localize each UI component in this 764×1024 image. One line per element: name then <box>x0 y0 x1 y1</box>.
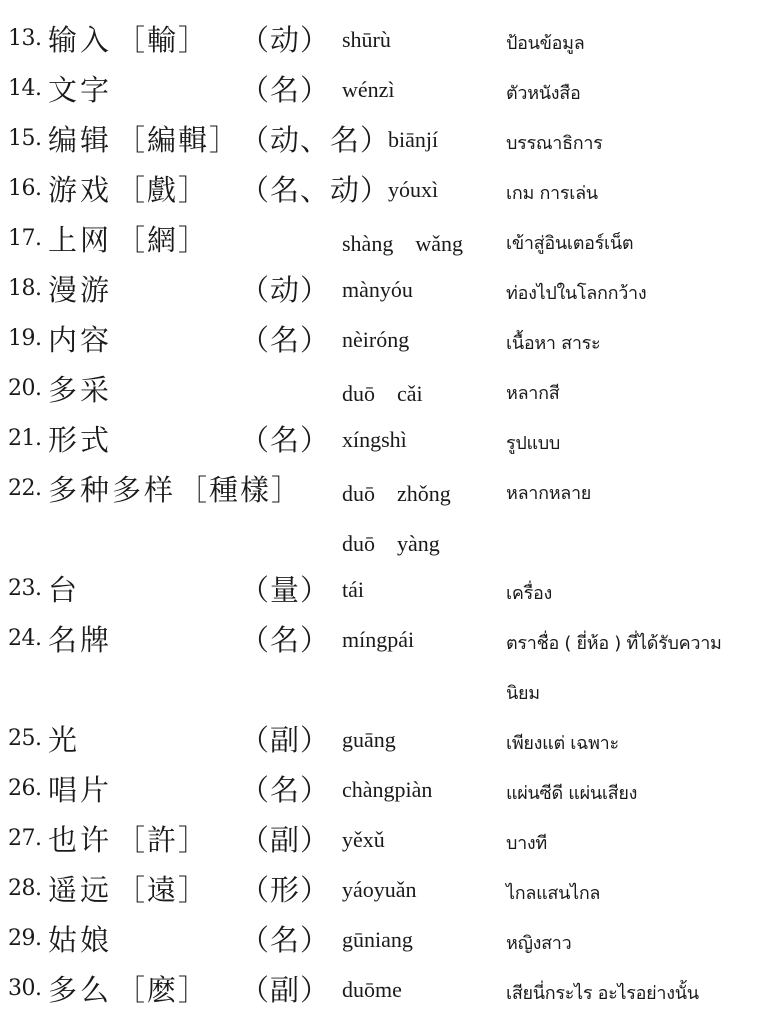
hanzi-text: 名牌 <box>48 623 113 657</box>
entry-number: 25. <box>8 726 42 751</box>
traditional-form: ［戲］ <box>116 173 210 207</box>
part-of-speech: （量） <box>240 573 331 607</box>
thai-meaning: ตราชื่อ ( ยี่ห้อ ) ที่ได้รับความ <box>506 633 722 654</box>
pinyin: duō yàng <box>342 531 440 556</box>
pinyin: guāng <box>342 727 396 752</box>
pinyin: chàngpiàn <box>342 777 433 802</box>
thai-meaning: หญิงสาว <box>506 933 572 954</box>
pinyin: duō cǎi <box>342 381 423 406</box>
entry-number: 16. <box>8 176 42 201</box>
part-of-speech: （名、动） <box>240 173 391 207</box>
hanzi-text: 多采 <box>48 373 113 407</box>
part-of-speech: （名） <box>240 73 331 107</box>
part-of-speech: （动） <box>240 273 331 307</box>
pinyin: shūrù <box>342 27 391 52</box>
entry-number: 20. <box>8 376 42 401</box>
thai-meaning: ป้อนข้อมูล <box>506 33 585 54</box>
hanzi-text: 唱片 <box>48 773 113 807</box>
entry-number: 17. <box>8 226 42 251</box>
traditional-form: ［輸］ <box>116 23 210 57</box>
traditional-form: ［麽］ <box>116 973 210 1007</box>
vocab-row-30 <box>0 968 764 1018</box>
thai-meaning: หลากหลาย <box>506 483 592 504</box>
thai-meaning: เนื้อหา สาระ <box>506 333 601 354</box>
hanzi-text: 形式 <box>48 423 113 457</box>
vocab-row-27 <box>0 818 764 868</box>
part-of-speech: （副） <box>240 723 331 757</box>
entry-number: 26. <box>8 776 42 801</box>
entry-number: 24. <box>8 626 42 651</box>
part-of-speech: （名） <box>240 423 331 457</box>
vocab-row-17 <box>0 218 764 268</box>
entry-hanzi <box>48 718 80 759</box>
hanzi-text: 内容 <box>48 323 113 357</box>
part-of-speech: （名） <box>240 923 331 957</box>
vocab-row-22-continued <box>0 518 764 568</box>
pinyin: wénzì <box>342 77 395 102</box>
entry-number: 19. <box>8 326 42 351</box>
entry-number: 18. <box>8 276 42 301</box>
hanzi-text: 文字 <box>48 73 113 107</box>
part-of-speech: （动） <box>240 23 331 57</box>
pinyin: xíngshì <box>342 427 407 452</box>
thai-meaning: นิยม <box>506 683 540 704</box>
hanzi-text: 姑娘 <box>48 923 113 957</box>
vocab-row-20 <box>0 368 764 418</box>
thai-meaning: บรรณาธิการ <box>506 133 603 154</box>
pinyin: shàng wǎng <box>342 231 463 256</box>
thai-meaning: ท่องไปในโลกกว้าง <box>506 283 647 304</box>
part-of-speech: （动、名） <box>240 123 391 157</box>
entry-hanzi <box>48 618 112 659</box>
traditional-form: ［遠］ <box>116 873 210 907</box>
vocab-row-18 <box>0 268 764 318</box>
entry-hanzi <box>48 118 112 159</box>
entry-hanzi <box>48 268 112 309</box>
entry-number: 21. <box>8 426 42 451</box>
thai-meaning: รูปแบบ <box>506 433 561 454</box>
hanzi-text: 多么 <box>48 973 113 1007</box>
thai-meaning: เครื่อง <box>506 583 552 604</box>
vocab-row-15 <box>0 118 764 168</box>
pinyin: yóuxì <box>388 177 439 202</box>
vocab-row-22 <box>0 468 764 518</box>
vocab-row-21 <box>0 418 764 468</box>
entry-number: 22. <box>8 476 42 501</box>
entry-number: 14. <box>8 76 42 101</box>
hanzi-text: 遥远 <box>48 873 113 907</box>
traditional-form: ［種樣］ <box>178 473 303 507</box>
hanzi-text: 游戏 <box>48 173 113 207</box>
hanzi-text: 上网 <box>48 223 113 257</box>
thai-meaning: เกม การเล่น <box>506 183 598 204</box>
entry-number: 28. <box>8 876 42 901</box>
entry-number: 13. <box>8 26 42 51</box>
entry-hanzi <box>48 18 112 59</box>
pinyin: duōme <box>342 977 402 1002</box>
hanzi-text: 漫游 <box>48 273 113 307</box>
part-of-speech: （名） <box>240 773 331 807</box>
traditional-form: ［編輯］ <box>116 123 241 157</box>
entry-hanzi <box>48 468 176 509</box>
pinyin: gūniang <box>342 927 413 952</box>
vocab-row-29 <box>0 918 764 968</box>
hanzi-text: 光 <box>48 723 81 757</box>
traditional-form: ［許］ <box>116 823 210 857</box>
thai-meaning: เพียงแต่ เฉพาะ <box>506 733 619 754</box>
thai-meaning: เสียนี่กระไร อะไรอย่างนั้น <box>506 983 699 1004</box>
vocab-row-16 <box>0 168 764 218</box>
part-of-speech: （形） <box>240 873 331 907</box>
pinyin: nèiróng <box>342 327 410 352</box>
pinyin: yáoyuǎn <box>342 877 417 902</box>
entry-number: 27. <box>8 826 42 851</box>
part-of-speech: （名） <box>240 623 331 657</box>
entry-hanzi <box>48 868 112 909</box>
thai-meaning: ตัวหนังสือ <box>506 83 581 104</box>
hanzi-text: 输入 <box>48 23 113 57</box>
vocab-row-14 <box>0 68 764 118</box>
vocab-row-23 <box>0 568 764 618</box>
hanzi-text: 多种多样 <box>48 473 177 507</box>
thai-meaning: หลากสี <box>506 383 560 404</box>
part-of-speech: （名） <box>240 323 331 357</box>
entry-hanzi <box>48 818 112 859</box>
entry-hanzi <box>48 968 112 1009</box>
traditional-form: ［網］ <box>116 223 210 257</box>
pinyin: tái <box>342 577 364 602</box>
hanzi-text: 也许 <box>48 823 113 857</box>
hanzi-text: 编辑 <box>48 123 113 157</box>
entry-hanzi <box>48 418 112 459</box>
entry-hanzi <box>48 218 112 259</box>
thai-meaning: บางที <box>506 833 547 854</box>
part-of-speech: （副） <box>240 973 331 1007</box>
thai-meaning: เข้าสู่อินเตอร์เน็ต <box>506 233 634 254</box>
vocab-row-24-continued <box>0 668 764 718</box>
vocab-row-28 <box>0 868 764 918</box>
pinyin: míngpái <box>342 627 415 652</box>
pinyin: duō zhǒng <box>342 481 451 506</box>
pinyin: yěxǔ <box>342 827 385 852</box>
pinyin: mànyóu <box>342 277 413 302</box>
part-of-speech: （副） <box>240 823 331 857</box>
entry-hanzi <box>48 68 112 109</box>
entry-number: 29. <box>8 926 42 951</box>
entry-number: 15. <box>8 126 42 151</box>
entry-hanzi <box>48 568 80 609</box>
entry-number: 30. <box>8 976 42 1001</box>
entry-hanzi <box>48 168 112 209</box>
vocab-row-24 <box>0 618 764 668</box>
entry-hanzi <box>48 368 112 409</box>
entry-number: 23. <box>8 576 42 601</box>
vocab-row-26 <box>0 768 764 818</box>
thai-meaning: แผ่นซีดี แผ่นเสียง <box>506 783 638 804</box>
entry-hanzi <box>48 318 112 359</box>
vocab-row-19 <box>0 318 764 368</box>
pinyin: biānjí <box>388 127 439 152</box>
hanzi-text: 台 <box>48 573 81 607</box>
vocab-row-13 <box>0 18 764 68</box>
thai-meaning: ไกลแสนไกล <box>506 883 601 904</box>
vocab-row-25 <box>0 718 764 768</box>
entry-hanzi <box>48 918 112 959</box>
entry-hanzi <box>48 768 112 809</box>
